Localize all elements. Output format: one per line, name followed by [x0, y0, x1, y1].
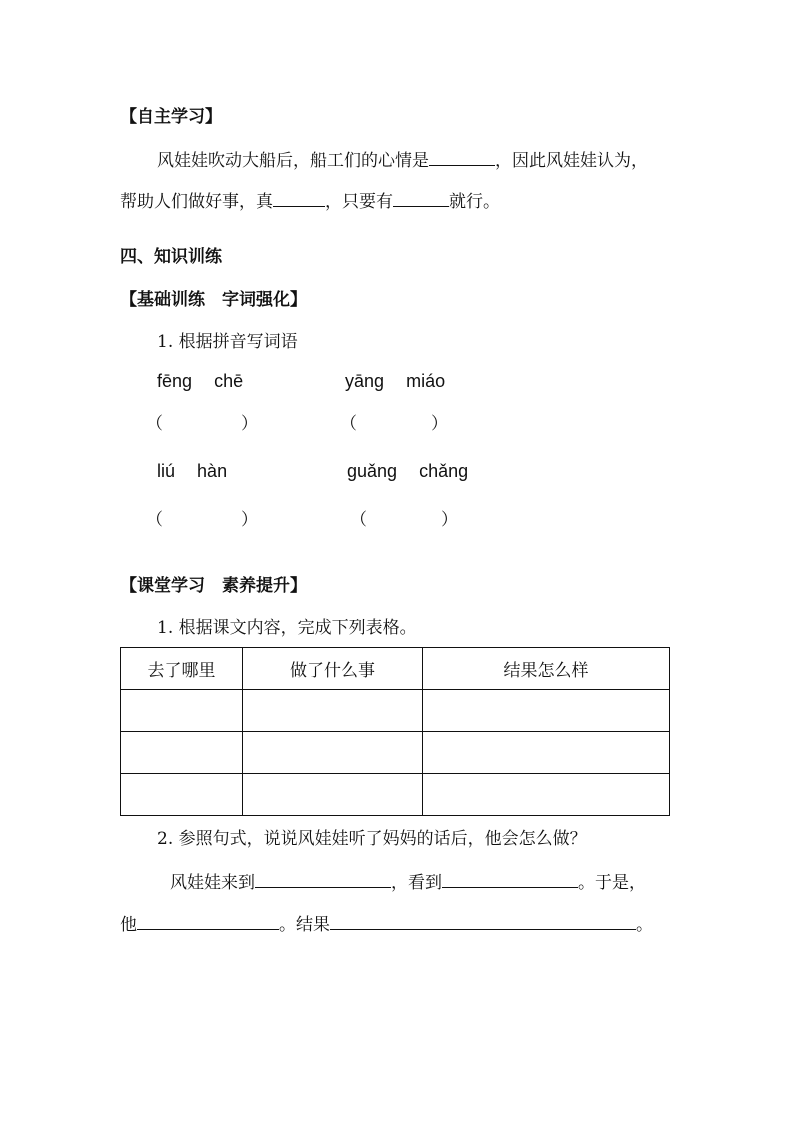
text: 风娃娃来到: [170, 873, 255, 893]
paren-open: （: [146, 414, 163, 434]
question-pinyin: 1. 根据拼音写词语: [157, 332, 298, 352]
table-cell[interactable]: [121, 732, 243, 774]
pinyin-syllable: chē: [214, 371, 244, 391]
text: ，看到: [391, 873, 442, 893]
question-table: 1. 根据课文内容，完成下列表格。: [157, 618, 417, 638]
table-cell[interactable]: [423, 690, 670, 732]
table-header: 去了哪里: [121, 648, 243, 690]
fill-blank[interactable]: [330, 912, 636, 930]
fill-blank[interactable]: [429, 148, 495, 166]
table-row: [121, 732, 670, 774]
answer-box-4[interactable]: [350, 509, 458, 531]
section-heading-ketang: 【课堂学习 素养提升】: [120, 576, 307, 596]
paren-close: ）: [241, 414, 258, 434]
text: ，因此风娃娃认为，: [495, 151, 648, 171]
table-row: [121, 690, 670, 732]
fill-blank[interactable]: [137, 912, 279, 930]
question-sentence: 2. 参照句式，说说风娃娃听了妈妈的话后，他会怎么做？: [157, 829, 587, 849]
pinyin-syllable: chǎng: [419, 461, 469, 481]
table-cell[interactable]: [243, 774, 423, 816]
sentence-line-2: [120, 912, 653, 936]
table-header: 结果怎么样: [423, 648, 670, 690]
table-cell[interactable]: [423, 732, 670, 774]
answer-box-3[interactable]: [146, 509, 258, 531]
table-header-row: [121, 648, 670, 690]
fill-blank[interactable]: [393, 189, 449, 207]
answer-box-2[interactable]: [340, 413, 448, 435]
section-heading-jichu: 【基础训练 字词强化】: [120, 290, 307, 310]
fill-blank[interactable]: [442, 870, 578, 888]
text: 风娃娃吹动大船后，船工们的心情是: [157, 151, 429, 171]
sentence-line-1: [170, 870, 646, 894]
paragraph-line-2: [120, 189, 500, 213]
table-cell[interactable]: [243, 690, 423, 732]
table-row: [121, 774, 670, 816]
text: ，只要有: [325, 192, 393, 212]
pinyin-syllable: miáo: [406, 371, 446, 391]
text: 他: [120, 915, 137, 935]
pinyin-word-3: [157, 460, 227, 482]
pinyin-syllable: fēng: [157, 371, 193, 391]
text: 。结果: [279, 915, 330, 935]
answer-box-1[interactable]: [146, 413, 258, 435]
paren-close: ）: [241, 510, 258, 530]
table-cell[interactable]: [121, 690, 243, 732]
paren-close: ）: [441, 510, 458, 530]
section-heading-zizhu: 【自主学习】: [120, 107, 222, 127]
table-cell[interactable]: [243, 732, 423, 774]
paren-close: ）: [431, 414, 448, 434]
answer-table: [120, 647, 670, 816]
fill-blank[interactable]: [273, 189, 325, 207]
paren-open: （: [146, 510, 163, 530]
pinyin-syllable: hàn: [197, 461, 228, 481]
table-cell[interactable]: [423, 774, 670, 816]
pinyin-word-2: [345, 370, 445, 392]
paragraph-line-1: [157, 148, 648, 172]
fill-blank[interactable]: [255, 870, 391, 888]
paren-open: （: [350, 510, 367, 530]
paren-open: （: [340, 414, 357, 434]
pinyin-syllable: guǎng: [347, 461, 398, 481]
table-header: 做了什么事: [243, 648, 423, 690]
pinyin-word-1: [157, 370, 243, 392]
text: 。: [636, 915, 653, 935]
section-heading-four: 四、知识训练: [120, 247, 222, 267]
table-cell[interactable]: [121, 774, 243, 816]
pinyin-syllable: yāng: [345, 371, 385, 391]
text: 就行。: [449, 192, 500, 212]
text: 。于是，: [578, 873, 646, 893]
pinyin-word-4: [347, 460, 468, 482]
pinyin-syllable: liú: [157, 461, 176, 481]
text: 帮助人们做好事，真: [120, 192, 273, 212]
